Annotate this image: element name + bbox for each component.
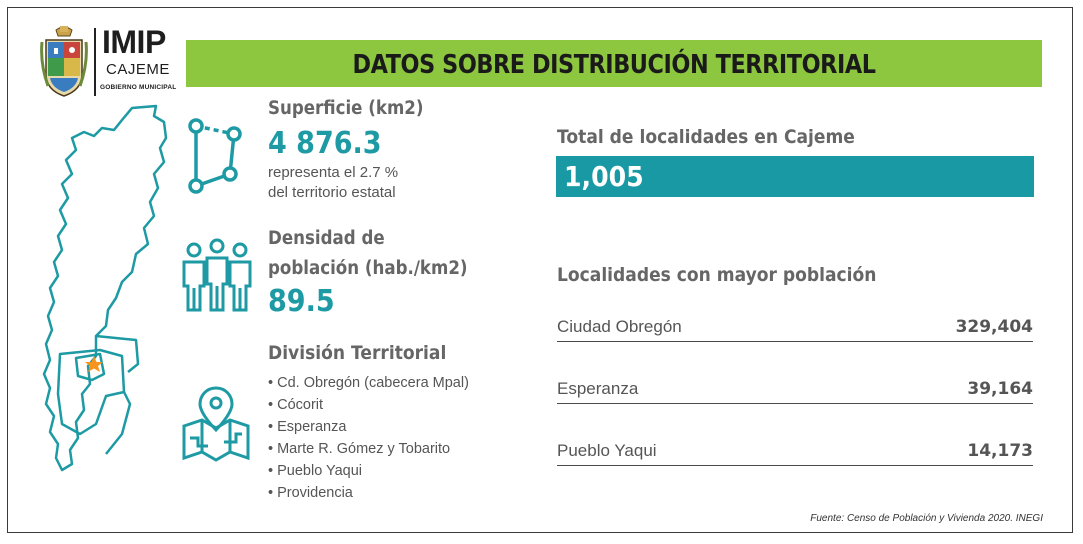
- superficie-note-line2: del territorio estatal: [268, 184, 396, 201]
- list-item: • Pueblo Yaqui: [268, 463, 363, 479]
- densidad-label-line2: población (hab./km2): [268, 258, 468, 279]
- localidad-name: Pueblo Yaqui: [557, 441, 657, 460]
- logo-org-name: IMIP: [102, 24, 166, 60]
- list-item: • Esperanza: [268, 419, 347, 435]
- table-row: [557, 312, 1033, 342]
- list-item: • Marte R. Gómez y Tobarito: [268, 441, 451, 457]
- logo-city-name: CAJEME: [106, 61, 170, 78]
- superficie-note-line1: representa el 2.7 %: [268, 164, 399, 181]
- polygon-area-icon: [182, 116, 246, 194]
- municipality-outline: [44, 106, 166, 470]
- title-banner: [186, 40, 1042, 87]
- localidad-value: 14,173: [967, 441, 1033, 461]
- total-localidades-label: Total de localidades en Cajeme: [557, 126, 855, 148]
- division-label: División Territorial: [268, 342, 447, 364]
- list-item: • Cd. Obregón (cabecera Mpal): [268, 375, 469, 391]
- municipality-map: [36, 104, 176, 476]
- logo-divider: [94, 28, 96, 96]
- localidad-value: 39,164: [967, 379, 1033, 399]
- source-note: Fuente: Censo de Población y Vivienda 2020. INEGI: [810, 513, 1043, 524]
- total-localidades-bar: [556, 156, 1034, 197]
- localidades-label: Localidades con mayor población: [557, 264, 877, 286]
- imip-logo: [40, 24, 180, 100]
- page-title: DATOS SOBRE DISTRIBUCIÓN TERRITORIAL: [352, 50, 876, 80]
- localidad-name: Ciudad Obregón: [557, 317, 682, 336]
- table-row: [557, 436, 1033, 466]
- densidad-value: 89.5: [268, 284, 335, 319]
- superficie-value: 4 876.3: [268, 126, 382, 161]
- table-row: [557, 374, 1033, 404]
- coat-of-arms-icon: [40, 24, 88, 100]
- list-item: • Providencia: [268, 485, 353, 501]
- list-item: • Cócorit: [268, 397, 324, 413]
- total-localidades-value: 1,005: [564, 160, 644, 193]
- people-group-icon: [180, 238, 254, 314]
- superficie-label: Superficie (km2): [268, 98, 424, 119]
- localidad-value: 329,404: [955, 317, 1033, 337]
- localidad-name: Esperanza: [557, 379, 639, 398]
- division-list: [268, 372, 469, 504]
- logo-subtitle: GOBIERNO MUNICIPAL: [100, 84, 177, 91]
- densidad-label-line1: Densidad de: [268, 228, 385, 249]
- map-pin-icon: [180, 384, 252, 464]
